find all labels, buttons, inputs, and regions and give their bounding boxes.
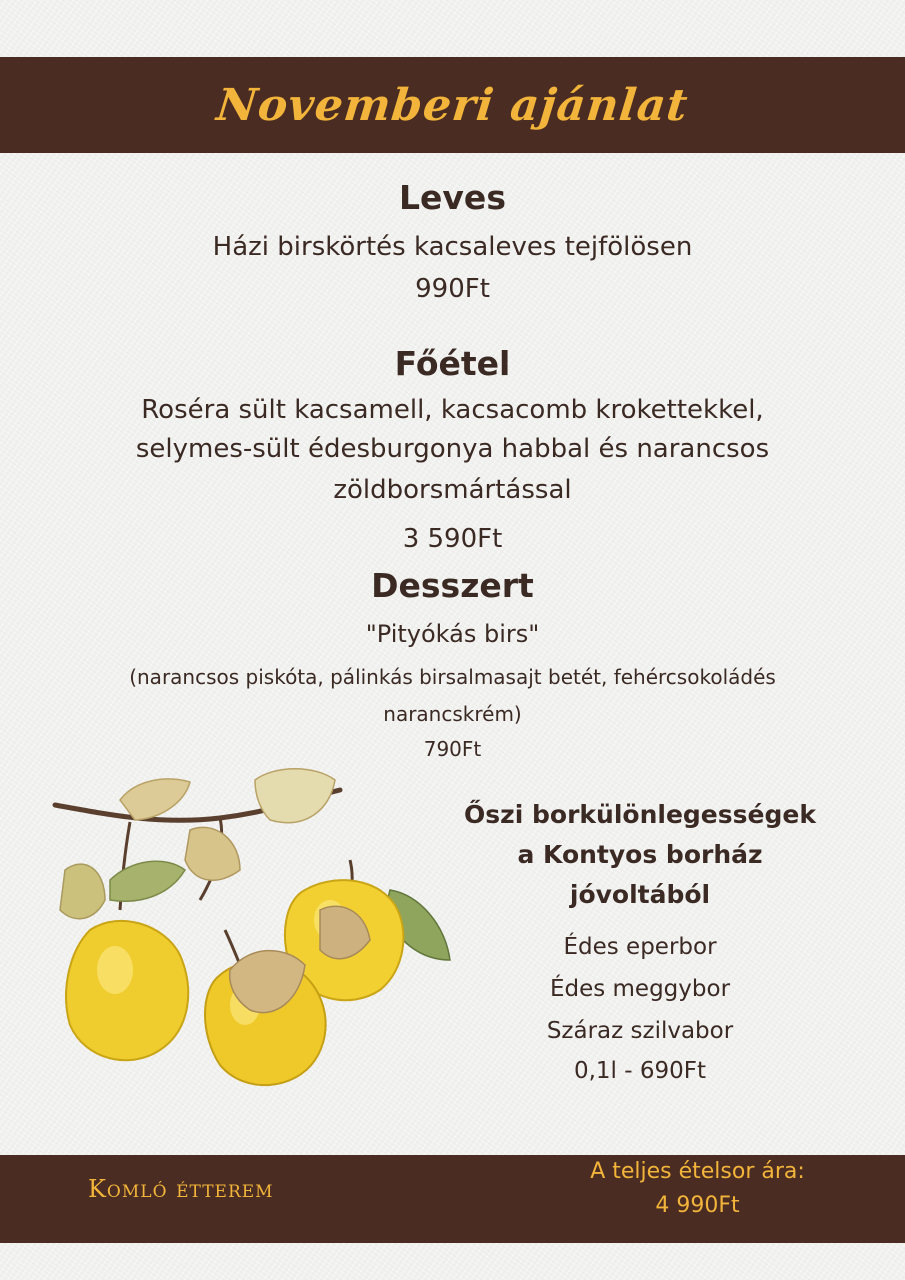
main-line-1: Roséra sült kacsamell, kacsacomb krokettekkel, [141, 395, 764, 425]
wine-title-1: Őszi borkülönlegességek [464, 800, 816, 829]
dessert-description-2: narancskrém) [383, 702, 522, 726]
wine-title-2: a Kontyos borház [517, 840, 763, 869]
main-line-2: selymes-sült édesburgonya habbal és narancsos [135, 434, 770, 464]
wine-item-2: Édes meggybor [549, 976, 731, 1002]
total-label: A teljes ételsor ára: [590, 1159, 805, 1184]
soup-price: 990Ft [415, 274, 490, 304]
dessert-price: 790Ft [423, 737, 482, 761]
dessert-description-1: (narancsos piskóta, pálinkás birsalmasajt betét, fehércsokoládés [129, 665, 776, 689]
restaurant-name: Komló étterem [88, 1175, 274, 1203]
main-price: 3 590Ft [402, 524, 503, 554]
wine-title-3: jóvoltából [569, 880, 711, 909]
quince-fruit-illustration [50, 760, 470, 1110]
main-line-3: zöldborsmártással [333, 475, 572, 505]
wine-item-3: Száraz szilvabor [546, 1018, 734, 1044]
soup-heading: Leves [399, 178, 506, 217]
dessert-heading: Desszert [371, 566, 534, 605]
main-heading: Főétel [394, 344, 511, 383]
wine-price: 0,1l - 690Ft [573, 1058, 707, 1084]
wine-item-1: Édes eperbor [563, 934, 717, 960]
total-price: 4 990Ft [655, 1193, 740, 1218]
soup-dish: Házi birskörtés kacsaleves tejfölösen [212, 232, 693, 262]
page-title: Novemberi ajánlat [214, 79, 691, 131]
dessert-name: "Pityókás birs" [365, 620, 540, 648]
